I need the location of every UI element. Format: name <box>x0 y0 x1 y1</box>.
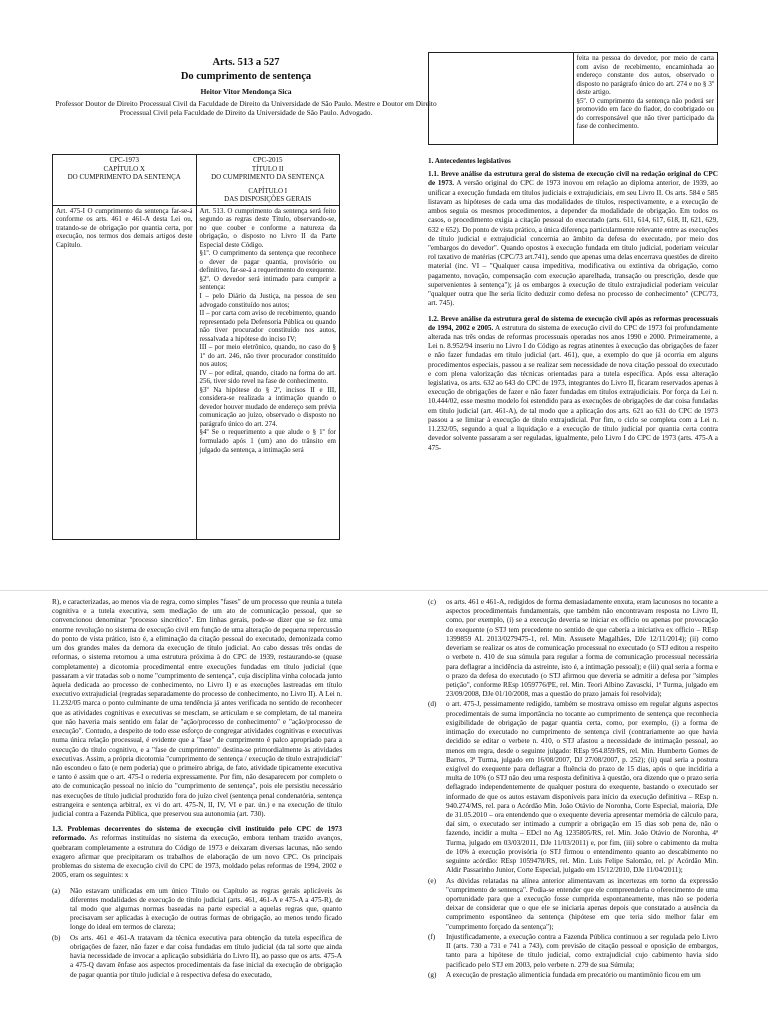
subsection-1-3-heading: 1.3. Problemas decorrentes do sistema de execução civil instituído pelo CPC de 1973 reformado. <box>52 825 342 843</box>
section-heading-antecedentes: 1. Antecedentes legislativos <box>428 157 511 165</box>
list-item <box>428 933 718 970</box>
list-item-text: As dúvidas relatadas na alínea anterior alimentavam as incertezas em torno da expressão "cumprimento de sentença". Podia-se entender que ele compreenderia o oferecimento de uma oportunidade para que a execução fosse cumprida espontaneamente, mas não se poderia deixar de considerar que o que ele se iniciaria apenas depois que constatado a ausência da cumprimento espontâneo da sentença (hipótese em que teria sido melhor falar em "cumprimento forçado da sentença"); <box>446 876 718 931</box>
col2-line: Art. 513. O cumprimento da sentença será feito segundo as regras deste Título, observando-se, no que couber e conforme a natureza da obrigação, o disposto no Livro II da Parte Especial deste Código. <box>199 206 336 249</box>
list-item <box>52 934 342 980</box>
col1-chapter: CAPÍTULO X <box>103 164 145 173</box>
title-line-2: Do cumprimento de sentença <box>180 70 312 82</box>
list-item-label: (f) <box>428 932 436 941</box>
col2-chapter: CAPÍTULO I <box>248 186 288 195</box>
list-item-label: (a) <box>52 886 60 895</box>
col2-line: II – por carta com aviso de recebimento, quando representado pela Defensoria Pública ou quando não tiver procurador constituído nos autos, ressalvada a hipótese do inciso IV; <box>199 309 336 343</box>
comparison-table <box>52 154 340 540</box>
col2-title: TÍTULO II <box>251 164 284 173</box>
list-item <box>52 887 342 933</box>
left-top-column <box>138 56 354 83</box>
list-item <box>428 598 718 699</box>
continuation-text: feita na pessoa do devedor, por meio de carta com aviso de recebimento, encaminhada ao endereço constante dos autos, observado o disposto no parágrafo único do art. 274 e no § 3º deste artigo. <box>576 54 714 97</box>
subsection-1-2-body: A estrutura do sistema de execução civil do CPC de 1973 foi profundamente alterada nas três ondas de reformas processuais operadas nos anos 1990 e 2000. Primeiramente, a Lei n. 8.952/94 inseriu no Livro I do Código as regras atinentes à execução das obrigações de fazer e não fazer fundadas em título judicial (art. 461), que, a exemplo do que já ocorria em alguns procedimentos especiais, passou a se realizar sem necessidade de nova citação pessoal do executado e com plena valorização das técnicas orientadas para a tutela específica. Após essa alteração legislativa, os arts. 632 ao 643 do CPC de 1973, integrantes do Livro II, ficaram reservados apenas à execução de obrigações de fazer e não fazer fundadas em títulos extrajudiciais. Por força da Lei n. 10.444/02, esse mesmo modelo foi estendido para as execuções de obrigações de dar coisa fundadas em título judicial (art. 461-A), de tal modo que a aplicação dos arts. 621 ao 631 do CPC de 1973 passou a se limitar à execução de título extrajudicial. Por fim, o ciclo se completa com a Lei n. 11.232/05, segundo a qual a liquidação e a execução de título judicial por quantia certa contra devedor solvente passaram a ser reguladas, igualmente, pelo Livro I do CPC de 1973 (arts. 475-A a 475- <box>428 323 718 452</box>
title-line-1: Arts. 513 a 527 <box>212 57 280 68</box>
author-block <box>40 87 452 118</box>
subsection-1-2 <box>428 315 718 453</box>
col2-line: §4º Se o requerimento a que alude o § 1º for formulado após 1 (um) ano do trânsito em julgado da sentença, a intimação será <box>199 428 336 454</box>
list-item-label: (b) <box>52 933 61 942</box>
bottom-right-column <box>428 598 718 981</box>
list-item-text: Não estavam unificadas em um único Título ou Capítulo as regras gerais aplicáveis às diferentes modalidades de execução de título judicial (arts. 461, 461-A e 475-A a 475-R), de tal modo que algumas normas baseadas na parte especial a aquelas regras que, quanto precisavam ser aplicadas à execução de outras formas de obrigação, ao menos tendo ficado longe do ideal em termos de clareza; <box>70 886 342 932</box>
subsection-1-1-body: A versão original do CPC de 1973 inovou em relação ao diploma anterior, de 1939, ao unificar a execução fundada em títulos judiciais e extrajudiciais, em seu Livro II. Os arts. 584 e 585 listavam as hipóteses de cada uma das modalidades de títulos, respectivamente, e a execução de ambos seguia os mesmos procedimentos, a depender da modalidade de obrigação. Em todos os casos, o procedimento exigia a citação pessoal do executado (arts. 611, 614, 617, 618, II, 621, 629, 632 e 652). Do ponto de vista prático, a única diferença particularmente relevante entre as execuções de título judicial e extrajudicial concernia ao âmbito da defesa do executado, por meio dos "embargos do devedor". Quando opostos à execução fundada em título judicial, poderiam veicular rol taxativo de matérias (CPC/73 art.741), sendo que apenas uma delas encerrava questões de direito material (inc. VI – "Qualquer causa impeditiva, modificativa ou extintiva da obrigação, como pagamento, novação, compensação com execução aparelhada, transação ou prescrição, desde que supervenientes à sentença"); já os embargos à execução de título extrajudicial poderiam veicular "qualquer outra que lhe seria lícito deduzir como defesa no processo de conhecimento" (CPC/73, art. 745). <box>428 179 718 308</box>
col2-line: I – pelo Diário da Justiça, na pessoa de seu advogado constituído nos autos; <box>199 291 336 309</box>
col1-body-text: Art. 475-I O cumprimento da sentença far-se-á conforme os arts. 461 e 461-A desta Lei ou, tratando-se de obrigação por quantia certa, por execução, nos termos dos demais artigos deste Capítulo. <box>56 206 193 249</box>
comparison-table-wrapper <box>52 154 340 540</box>
subsection-1-1 <box>428 170 718 308</box>
continuation-left-cell <box>429 53 574 145</box>
bottom-left-para-1: R), e caracterizadas, ao menos via de regra, como simples "fases" de um processo que reunia a tutela cognitiva e a tutela executiva, sem mediação de um ato de comunicação pessoal, que se convencionou denominar "processo sincrético". Em linhas gerais, pode-se dizer que se fez uma enorme revolução no sistema de execução civil em função de uma alteração de pequena repercussão do ponto de vista prático, isto é, a eliminação da citação pessoal do executado, demonizada como um dos grandes males da demora da execução de título judicial. Ao cabo dessas três ondas de reformas, o sistema retornou a uma estrutura próxima à do CPC de 1939, restaurando-se (quase completamente) a dicotomia procedimental entre execuções fundadas em título judicial (que passaram a vir tratadas sob o nome "cumprimento de sentença", cuja disciplina vinha colocada junto àquela dedicada ao processo de conhecimento, no Livro I) e as execuções lastreadas em título executivo extrajudicial (regradas separadamente do processo de conhecimento, no Livro II). A Lei n. 11.232/05 marca o ponto culminante de uma tendência já antes verificada no sentido de reconhecer que as atividades cognitivas e executivas se mesclam, se articulam e se completam, de tal maneira que não haveria mais sentido em falar de "ação/processo de conhecimento" e "ação/processo de execução". Contudo, a despeito de todo esse esforço de congregar atividades cognitivas e executivas numa única relação processual, é evidente que a "fase" de cumprimento é palco apropriado para a execução do título cognitivo, e a "fase de cumprimento" destina-se primordialmente às atividades executivas. Assim, a própria dicotomia "cumprimento de sentença / execução de título extrajudicial" não escondeu o fato (e nem poderia) que o primeiro abriga, de fato, atividade tipicamente executiva e tanto é assim que o art. 475-I o rederia expressamente. Por fim, não desaparecem por completo o ato de comunicação pessoal no início do "cumprimento de sentença", pois ele persistiu necessário nas execuções de título judicial produzido fora do juízo cível (sentença penal condenatória, sentença estrangeira e sentença arbitral, ex vi do art. 475-N, II, IV, VI e par. ún.) e na execução de título judicial contra a Fazenda Pública, que preservou sua autonomia (art. 730). <box>52 598 342 819</box>
list-item-label: (e) <box>428 876 436 885</box>
list-item <box>428 700 718 875</box>
right-top-column <box>428 52 718 459</box>
article-title <box>138 56 354 83</box>
col2-chapter-title: DAS DISPOSIÇÕES GERAIS <box>224 195 312 204</box>
col2-line: §2º. O devedor será intimado para cumprir a sentença: <box>199 274 336 292</box>
list-item <box>428 971 718 980</box>
col-header-cpc1973 <box>53 155 197 206</box>
subsection-1-3-body: As reformas instituídas no sistema da execução, embora tenham trazido avanços, quebraram completamente a estrutura do Código de 1973 e deixaram diversas lacunas, não sendo exagero afirmar que precipitaram os trabalhos de elaboração de um novo CPC. Os principais problemas do sistema de execução civil do CPC de 1973, moldado pelas reformas de 1994, 2002 e 2005, eram os seguintes: x <box>52 834 342 880</box>
col2-line: §3º Na hipótese do § 2º, incisos II e III, considera-se realizada a intimação quando o devedor houver mudado de endereço sem prévia comunicação ao juízo, observado o disposto no parágrafo único do art. 274. <box>199 385 336 428</box>
col2-line: §1º. O cumprimento da sentença que reconhece o dever de pagar quantia, provisório ou definitivo, far-se-á a requerimento do exequente. <box>199 249 336 275</box>
col2-line: IV – por edital, quando, citado na forma do art. 256, tiver sido revel na fase de conhecimento. <box>199 368 336 386</box>
col2-title-name: DO CUMPRIMENTO DA SENTENÇA <box>211 173 325 182</box>
list-item-text: os arts. 461 e 461-A, redigidos de forma demasiadamente enxuta, eram lacunosos no tocante a aspectos procedimentais fundamentais, que também não encontravam resposta no Livro II, como, por exemplo, (i) se a execução deveria se iniciar ex officio ou apenas por provocação do exequente (o STJ tem precedente no sentido de que cabería a iniciativa ex officio – REsp 1399859 AL 2013/0279475-1, rel. Min. Assusete Magalhães, DJe 12/11/2014); (ii) como deveriam se realizar os atos de comunicação processual no executado (o STJ editou a respeito o verbete n. 410 de sua súmula para regular a forma de comunicação processual necessária para deflagrar a incidência da astreinte, isto é, a intimação pessoal); e (iii) qual seria a forma e o prazo da defesa do executado (o STJ afirmou que deveria se admitir a defesa por "simples petição", conforme REsp 1059776/PE, rel. Min. Teori Albino Zavascki, 1ª Turma, julgado em 23/09/2008, DJe 01/10/2008, mas a questão do prazo jamais foi resolvida); <box>446 598 718 699</box>
page-bottom <box>0 598 768 1024</box>
col1-header-label: CPC-1973 <box>109 156 140 164</box>
continuation-table <box>428 52 718 145</box>
col2-header-label: CPC-2015 <box>252 156 283 164</box>
subsection-1-3 <box>52 825 342 880</box>
list-item-text: Injustificadamente, a execução contra a Fazenda Pública continuou a ser regulada pelo Livro II (arts. 730 a 731 e 741 a 743), com previsão de citação pessoal e oposição de embargos, tanto para a hipótese de título judicial, como extrajudicial cujo cabimento havia sido pacificado pelo STJ em 2003, pelo verbete n. 279 de sua Súmula; <box>446 932 718 969</box>
list-item-text: A execução de prestação alimentícia fundada em precatório ou mantimônio ficou em um <box>446 970 701 979</box>
col1-chapter-title: DO CUMPRIMENTO DA SENTENÇA <box>67 173 181 182</box>
list-item <box>428 877 718 932</box>
list-item-label: (c) <box>428 598 436 606</box>
author-name: Heitor Vitor Mendonça Sica <box>200 87 292 96</box>
subsection-1-1-heading: 1.1. Breve análise da estrutura geral do sistema de execução civil na redação original do CPC de 1973. <box>428 170 718 188</box>
col2-body-cell <box>196 205 340 539</box>
author-affiliation: Professor Doutor de Direito Processual Civil da Faculdade de Direito da Universidade de São Paulo. Mestre e Doutor em Direito Processual Civil pela Faculdade de Direito da Universidade de São Paulo. Advogado. <box>55 98 437 118</box>
list-item-text: Os arts. 461 e 461-A tratavam da técnica executiva para obtenção da tutela específica de obrigações de fazer, não fazer e dar coisa fundadas em título judicial (da tal sorte que ainda havia necessidade de invocar a aplicação subsidiária do Livro II), ao passo que os arts. 475-A a 475-Q davam ênfase aos aspectos procedimentais da fase inicial da execução de obrigação de pagar quantia por título judicial e à respectiva defesa do executado, <box>70 933 342 979</box>
continuation-right-cell <box>573 53 718 145</box>
subsection-1-2-heading: 1.2. Breve análise da estrutura geral do sistema de execução civil após as reformas processuais de 1994, 2002 e 2005. <box>428 314 718 332</box>
list-item-text: o art. 475-J, pessimamente redigido, também se mostrava omisso em regular alguns aspectos procedimentais de suma importância no tocante ao cumprimento de sentença que reconhecia exigibilidade de obrigação de pagar quantia certa, como, por exemplo, (i) a forma de intimação do executado no cumprimento de sentença civil (contrariamente ao que havia decidido se editar o verbete n. 410, o STJ afastou a necessidade de intimação pessoal, ao menos em regra, desde o seguinte julgado: REsp 954.859/RS, rel. Min. Humberto Gomes de Barros, 3ª Turma, julgado em 16/08/2007, DJ 27/08/2007, p. 252); (ii) qual seria a postura exigível do exequente para deflagrar a fluência do prazo de 15 dias, após o que incidiria a multa de 10% (o STJ não deu uma resposta definitiva à questão, ora dizendo que o prazo seria deflagrado independentemente de qualquer postura do exequente, bastando o executado ser informado de que os autos estavam disponíveis para início da execução definitiva – REsp n. 940.274/MS, rel. para o Acórdão Min. João Otávio de Noronha, Corte Especial, maioria, DJe de 31.05.2010 – ora entendendo que o exequente deveria apresentar memória de cálculo para, daí sim, o executado ser intimado a cumprir a obrigação em 15 dias sob pena de, não o fazendo, incidir a multa – EDcl no Ag 1235805/RS, rel. Min. João Otávio de Noronha, 4ª Turma, julgado em 03/03/2011, DJe 11/03/2011) e, por fim, (iii) sobre o cabimento da multa de 10% à execução provisória (o STJ firmou o entendimento quanto ao descabimento no seguinte acórdão: REsp 1059478/RS, rel. Min. Luis Felipe Salomão, rel. p/ Acórdão Min. Aldir Passarinho Junior, Corte Especial, julgado em 15/12/2010, DJe 11/04/2011); <box>446 700 718 875</box>
list-item-label: (d) <box>428 700 437 709</box>
list-item-label: (g) <box>428 970 437 979</box>
col-header-cpc2015 <box>196 155 340 206</box>
col2-line: III – por meio eletrônico, quando, no caso do § 1º do art. 246, não tiver procurador constituído nos autos; <box>199 343 336 369</box>
col1-body-cell <box>53 205 197 539</box>
bottom-left-column <box>52 598 342 981</box>
continuation-para5: §5º. O cumprimento da sentença não poderá ser promovido em face do fiador, do coobrigado ou do corresponsável que não tiver participado da fase de conhecimento. <box>576 96 714 131</box>
page-divider <box>0 590 768 591</box>
